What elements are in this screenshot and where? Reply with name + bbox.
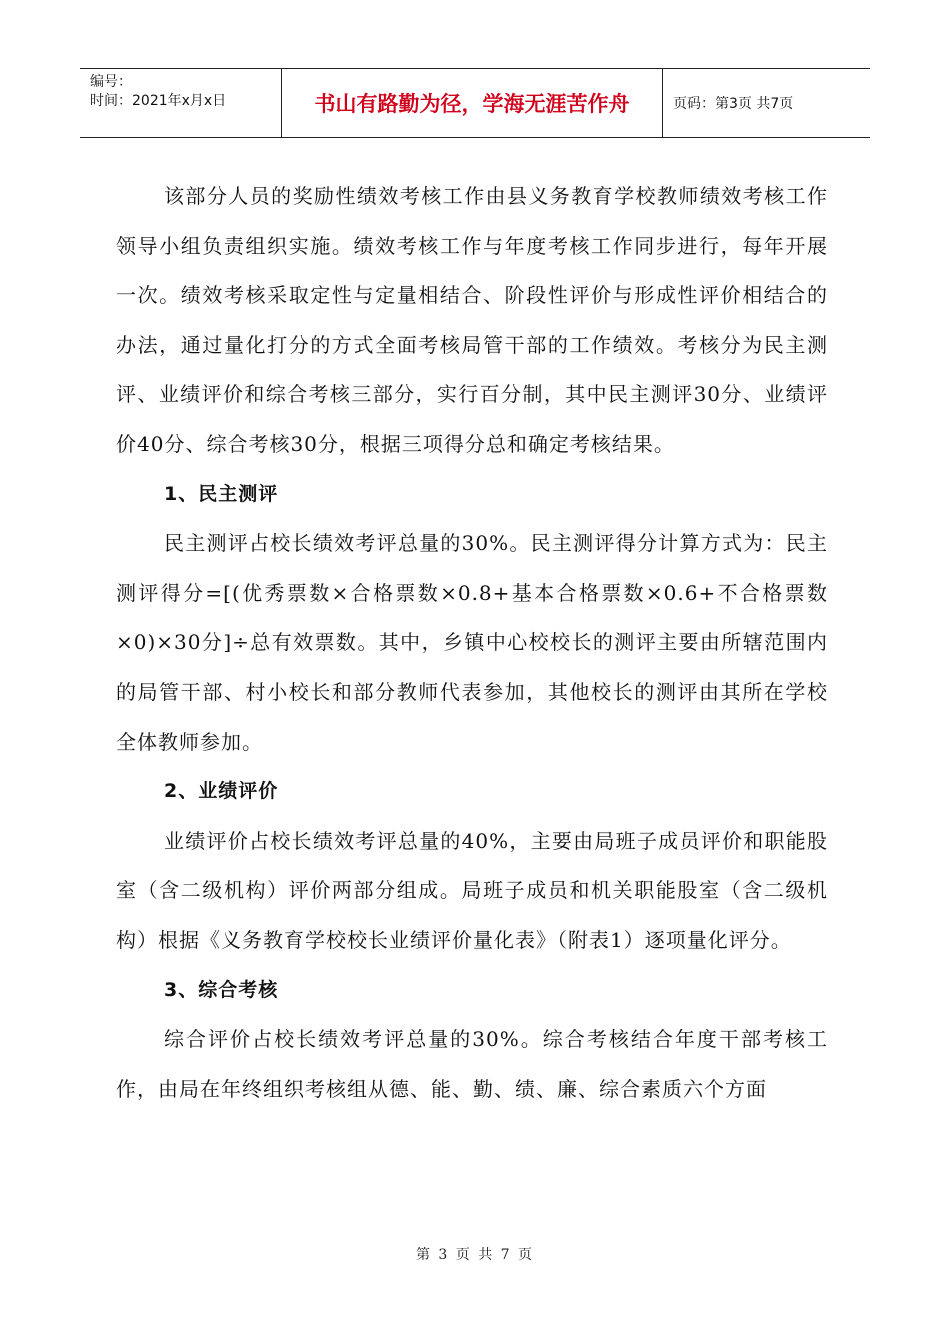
header-motto: 书山有路勤为径，学海无涯苦作舟 [282,69,663,137]
header-meta [80,69,282,137]
code-label: 编号： [90,74,132,90]
section-heading-2: 2、业绩评价 [164,780,279,803]
page-header [80,68,870,138]
paragraph-section-3: 综合评价占校长绩效考评总量的30%。综合考核结合年度干部考核工作，由局在年终组织考核组从德、能、勤、绩、廉、综合素质六个方面 [116,1027,828,1101]
paragraph-section-1: 民主测评占校长绩效考评总量的30%。民主测评得分计算方式为：民主测评得分=[(优秀票数×合格票数×0.8+基本合格票数×0.6+不合格票数×0)×30分]÷总有效票数。其中，乡镇中心校校长的测评主要由所辖范围内的局管干部、村小校长和部分教师代表参加，其他校长的测评由其所在学校全体教师参加。 [116,531,828,754]
section-heading-1: 1、民主测评 [164,482,279,505]
paragraph-section-2: 业绩评价占校长绩效考评总量的40%，主要由局班子成员评价和职能股室（含二级机构）评价两部分组成。局班子成员和机关职能股室（含二级机构）根据《义务教育学校校长业绩评价量化表》（附表1）逐项量化评分。 [116,828,828,952]
section-heading-3: 3、综合考核 [164,978,279,1001]
page-number-label: 页码：第3页 共7页 [673,96,794,112]
page-footer: 第 3 页 共 7 页 [415,1247,535,1263]
time-label: 时间：2021年x月x日 [90,93,227,109]
document-body [116,172,828,1114]
paragraph-intro: 该部分人员的奖励性绩效考核工作由县义务教育学校教师绩效考核工作领导小组负责组织实施。绩效考核工作与年度考核工作同步进行，每年开展一次。绩效考核采取定性与定量相结合、阶段性评价与形成性评价相结合的办法，通过量化打分的方式全面考核局管干部的工作绩效。考核分为民主测评、业绩评价和综合考核三部分，实行百分制，其中民主测评30分、业绩评价40分、综合考核30分，根据三项得分总和确定考核结果。 [116,184,828,456]
